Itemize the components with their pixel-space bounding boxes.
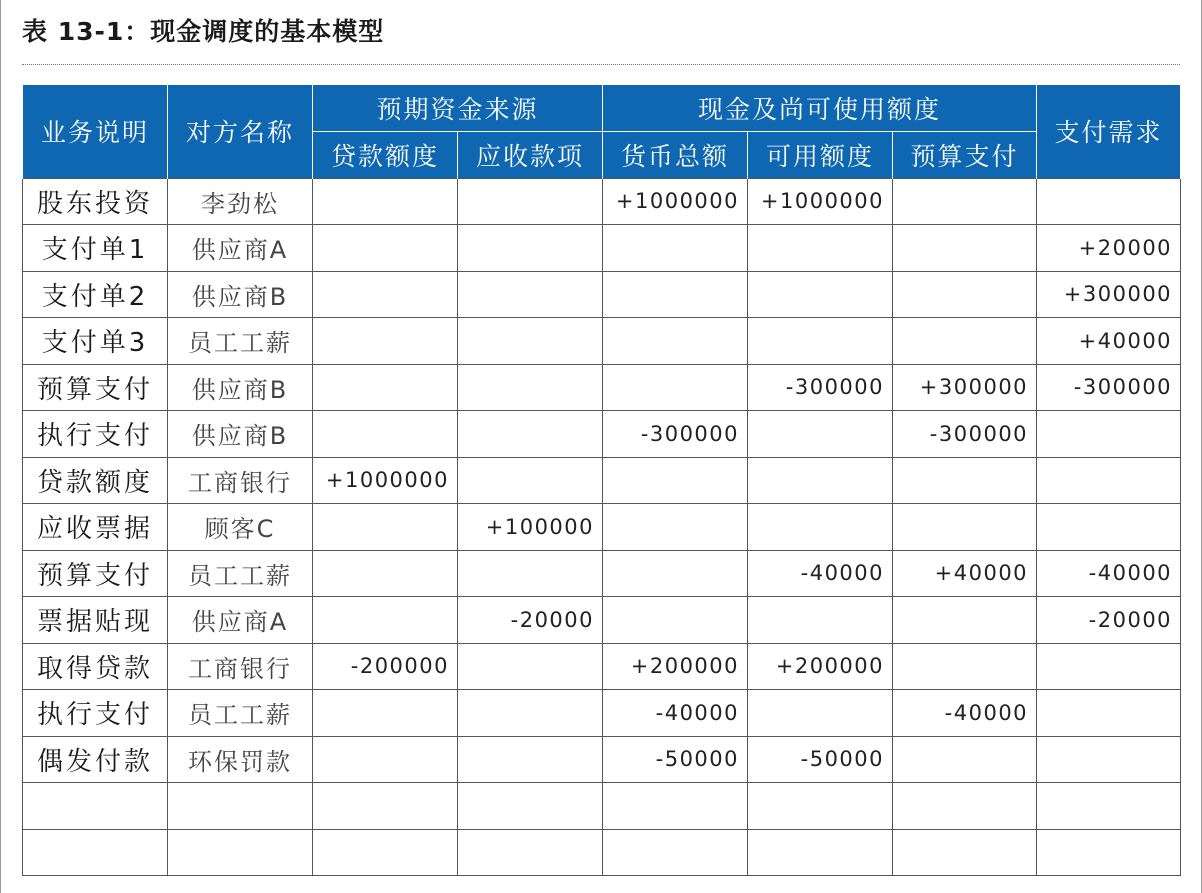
cell-receivable [458,178,603,225]
cell-currency [603,364,748,411]
cell-budget [893,736,1037,783]
cell-desc: 预算支付 [23,550,168,597]
cell-budget [893,271,1037,318]
cell-desc: 取得贷款 [23,643,168,690]
cell-receivable: -20000 [458,597,603,644]
cell-party: 供应商A [168,225,313,272]
cell-desc: 执行支付 [23,411,168,458]
cell-loan [313,504,458,551]
header-group-cash: 现金及尚可使用额度 [603,85,1037,131]
cell-budget [893,597,1037,644]
cell-receivable [458,829,603,876]
cell-desc [23,829,168,876]
cell-budget: -40000 [893,690,1037,737]
cell-party: 工商银行 [168,457,313,504]
cell-party: 供应商A [168,597,313,644]
cell-demand: +300000 [1037,271,1181,318]
cell-demand: -300000 [1037,364,1181,411]
cell-party: 顾客C [168,504,313,551]
cell-loan [313,783,458,830]
cell-currency [603,829,748,876]
cell-budget: +40000 [893,550,1037,597]
cell-currency [603,318,748,365]
cell-loan [313,178,458,225]
cell-loan [313,364,458,411]
cell-receivable [458,364,603,411]
table-body [23,178,1181,876]
cell-party: 员工工薪 [168,690,313,737]
cell-budget [893,643,1037,690]
table-row [23,457,1181,504]
cell-demand: +40000 [1037,318,1181,365]
cell-loan [313,318,458,365]
header-currency: 货币总额 [603,131,748,178]
cell-available [748,271,893,318]
table-row [23,178,1181,225]
cell-loan [313,597,458,644]
cell-desc: 支付单2 [23,271,168,318]
cell-desc: 支付单3 [23,318,168,365]
cell-receivable [458,643,603,690]
cell-budget [893,829,1037,876]
table-row [23,271,1181,318]
cell-receivable: +100000 [458,504,603,551]
cell-desc: 票据贴现 [23,597,168,644]
cell-currency [603,271,748,318]
header-available: 可用额度 [748,131,893,178]
cell-loan [313,736,458,783]
cell-demand: +20000 [1037,225,1181,272]
cell-budget [893,225,1037,272]
cell-loan: +1000000 [313,457,458,504]
cell-party [168,829,313,876]
cell-currency [603,783,748,830]
cell-available [748,690,893,737]
header-group-expected: 预期资金来源 [313,85,603,131]
cell-available: -50000 [748,736,893,783]
table-row [23,690,1181,737]
cell-available [748,457,893,504]
cell-available [748,318,893,365]
cell-desc: 偶发付款 [23,736,168,783]
table-row [23,550,1181,597]
table-row [23,783,1181,830]
cell-desc [23,783,168,830]
cell-demand [1037,829,1181,876]
header-demand: 支付需求 [1037,85,1181,178]
cell-receivable [458,271,603,318]
cell-party: 供应商B [168,411,313,458]
cell-available [748,829,893,876]
cell-party [168,783,313,830]
cell-loan [313,829,458,876]
cell-demand [1037,411,1181,458]
cell-available [748,783,893,830]
table-row [23,318,1181,365]
cell-demand: -40000 [1037,550,1181,597]
cell-party: 环保罚款 [168,736,313,783]
cell-loan [313,225,458,272]
cell-receivable [458,411,603,458]
cell-party: 李劲松 [168,178,313,225]
table-title: 表 13-1：现金调度的基本模型 [22,17,385,46]
cell-currency [603,597,748,644]
cell-loan: -200000 [313,643,458,690]
cell-available [748,597,893,644]
header-party: 对方名称 [168,85,313,178]
table-row [23,829,1181,876]
cell-budget [893,457,1037,504]
cell-demand [1037,736,1181,783]
cell-receivable [458,783,603,830]
cell-receivable [458,318,603,365]
cell-currency: -300000 [603,411,748,458]
cell-available: -300000 [748,364,893,411]
cell-currency [603,225,748,272]
header-loan: 贷款额度 [313,131,458,178]
cell-currency [603,550,748,597]
cell-available [748,411,893,458]
cell-budget [893,318,1037,365]
cell-receivable [458,550,603,597]
cell-desc: 支付单1 [23,225,168,272]
cell-desc: 执行支付 [23,690,168,737]
table-row [23,597,1181,644]
cell-currency: +200000 [603,643,748,690]
cell-budget [893,178,1037,225]
table-row [23,411,1181,458]
cell-party: 供应商B [168,364,313,411]
cell-budget [893,504,1037,551]
cell-currency [603,504,748,551]
dotted-divider [22,64,1180,65]
cell-receivable [458,225,603,272]
cell-demand [1037,783,1181,830]
cell-demand: -20000 [1037,597,1181,644]
cell-budget: -300000 [893,411,1037,458]
cell-budget [893,783,1037,830]
cell-available [748,504,893,551]
table-row [23,364,1181,411]
cell-loan [313,550,458,597]
cell-receivable [458,457,603,504]
header-desc: 业务说明 [23,85,168,178]
cell-budget: +300000 [893,364,1037,411]
cell-loan [313,271,458,318]
table-row [23,225,1181,272]
cell-currency: -50000 [603,736,748,783]
cell-loan [313,690,458,737]
cell-currency [603,457,748,504]
cell-receivable [458,690,603,737]
cell-loan [313,411,458,458]
cell-available: +1000000 [748,178,893,225]
table-row [23,736,1181,783]
table-row [23,643,1181,690]
cell-available: +200000 [748,643,893,690]
cell-party: 工商银行 [168,643,313,690]
cell-demand [1037,457,1181,504]
cell-desc: 股东投资 [23,178,168,225]
cell-currency: +1000000 [603,178,748,225]
cell-party: 供应商B [168,271,313,318]
cell-receivable [458,736,603,783]
cell-demand [1037,690,1181,737]
cell-desc: 贷款额度 [23,457,168,504]
cell-currency: -40000 [603,690,748,737]
cell-desc: 预算支付 [23,364,168,411]
table-row [23,504,1181,551]
cell-available: -40000 [748,550,893,597]
header-receivable: 应收款项 [458,131,603,178]
cell-party: 员工工薪 [168,550,313,597]
cell-available [748,225,893,272]
cell-desc: 应收票据 [23,504,168,551]
cell-demand [1037,643,1181,690]
header-budget: 预算支付 [893,131,1037,178]
cell-party: 员工工薪 [168,318,313,365]
cell-demand [1037,178,1181,225]
cell-demand [1037,504,1181,551]
cash-dispatch-table [22,85,1181,876]
